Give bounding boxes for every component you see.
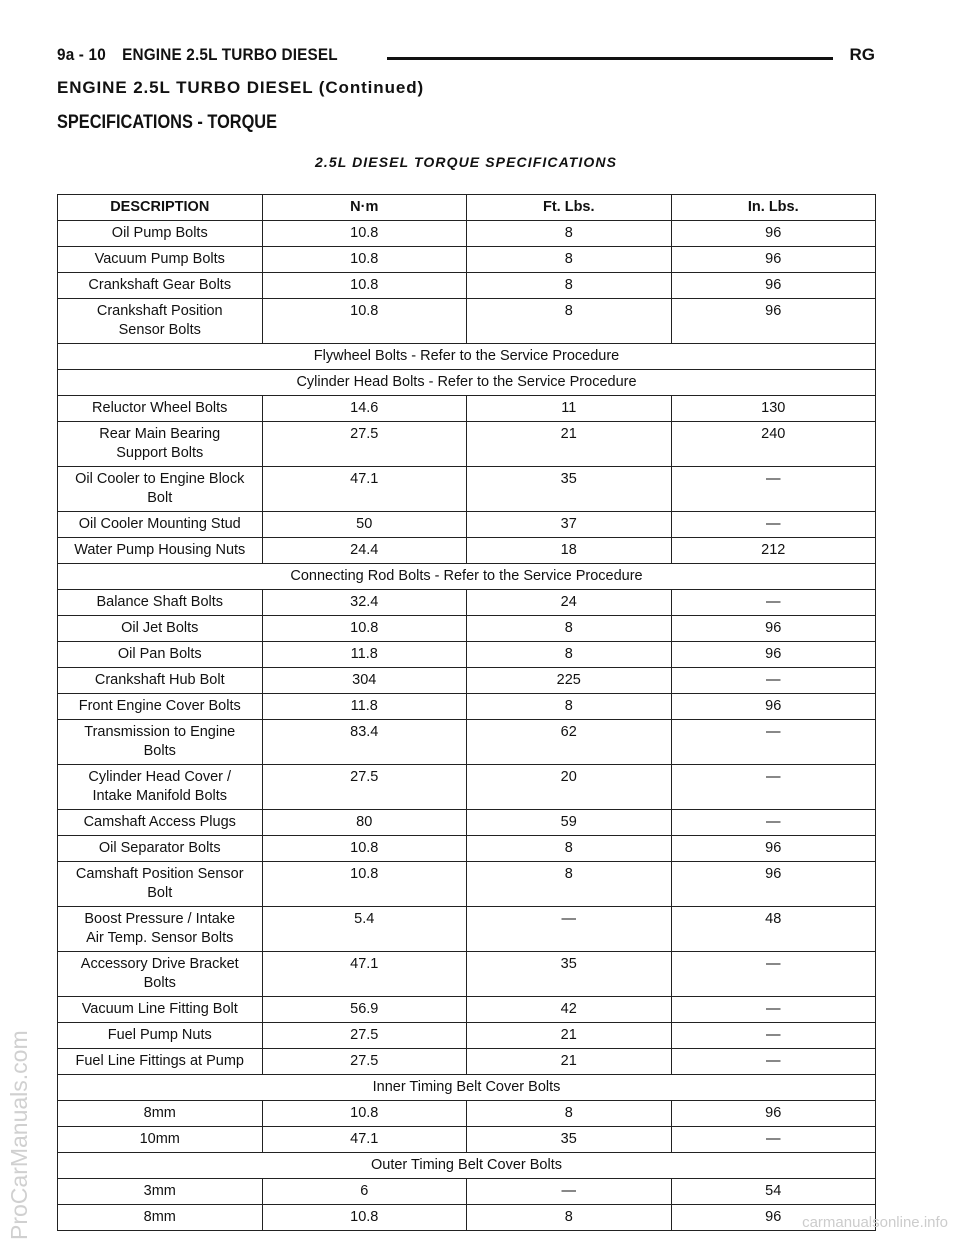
cell-ft-lbs: 35 <box>467 1127 672 1153</box>
table-row <box>58 862 876 907</box>
cell-ft-lbs: 8 <box>467 642 672 668</box>
cell-in-lbs: 96 <box>671 694 876 720</box>
cell-nm: 27.5 <box>262 1049 467 1075</box>
cell-nm: 10.8 <box>262 1205 467 1231</box>
table-row <box>58 1205 876 1231</box>
header-title: ENGINE 2.5L TURBO DIESEL <box>122 45 338 64</box>
col-header-description: DESCRIPTION <box>58 195 263 221</box>
table-row <box>58 273 876 299</box>
cell-nm: 10.8 <box>262 1101 467 1127</box>
cell-nm: 5.4 <box>262 907 467 952</box>
cell-nm: 11.8 <box>262 694 467 720</box>
cell-nm: 10.8 <box>262 273 467 299</box>
cell-description: Oil Cooler to Engine Block Bolt <box>58 467 263 512</box>
cell-ft-lbs: 8 <box>467 247 672 273</box>
page-header <box>57 45 875 71</box>
cell-ft-lbs: 37 <box>467 512 672 538</box>
header-left <box>57 45 338 65</box>
table-row <box>58 1127 876 1153</box>
cell-in-lbs: 96 <box>671 616 876 642</box>
table-row <box>58 1023 876 1049</box>
cell-ft-lbs: 8 <box>467 221 672 247</box>
cell-description: Oil Jet Bolts <box>58 616 263 642</box>
page-number: 9a - 10 <box>57 45 106 64</box>
cell-in-lbs: 54 <box>671 1179 876 1205</box>
section-label: Inner Timing Belt Cover Bolts <box>58 1075 876 1101</box>
cell-description: Transmission to Engine Bolts <box>58 720 263 765</box>
section-label: Outer Timing Belt Cover Bolts <box>58 1153 876 1179</box>
cell-description: Fuel Line Fittings at Pump <box>58 1049 263 1075</box>
cell-in-lbs: — <box>671 810 876 836</box>
cell-in-lbs: — <box>671 997 876 1023</box>
cell-nm: 304 <box>262 668 467 694</box>
table-section-row <box>58 564 876 590</box>
table-row <box>58 538 876 564</box>
table-section-row <box>58 344 876 370</box>
cell-ft-lbs: 8 <box>467 299 672 344</box>
col-header-ft-lbs: Ft. Lbs. <box>467 195 672 221</box>
table-row <box>58 720 876 765</box>
table-section-row <box>58 370 876 396</box>
table-row <box>58 642 876 668</box>
cell-ft-lbs: 21 <box>467 422 672 467</box>
cell-nm: 10.8 <box>262 862 467 907</box>
cell-in-lbs: 96 <box>671 862 876 907</box>
cell-nm: 80 <box>262 810 467 836</box>
table-row <box>58 396 876 422</box>
table-header-row <box>58 195 876 221</box>
cell-description: 3mm <box>58 1179 263 1205</box>
cell-nm: 10.8 <box>262 836 467 862</box>
cell-in-lbs: 96 <box>671 273 876 299</box>
cell-ft-lbs: 8 <box>467 836 672 862</box>
footer-watermark: carmanualsonline.info <box>802 1214 948 1231</box>
continued-heading: ENGINE 2.5L TURBO DIESEL (Continued) <box>57 78 425 97</box>
cell-in-lbs: — <box>671 1127 876 1153</box>
cell-ft-lbs: 8 <box>467 694 672 720</box>
cell-nm: 56.9 <box>262 997 467 1023</box>
cell-description: Vacuum Line Fitting Bolt <box>58 997 263 1023</box>
table-section-row <box>58 1075 876 1101</box>
cell-description: Accessory Drive Bracket Bolts <box>58 952 263 997</box>
side-watermark: ProCarManuals.com <box>6 1030 32 1240</box>
section-label: Connecting Rod Bolts - Refer to the Service Procedure <box>58 564 876 590</box>
table-row <box>58 616 876 642</box>
cell-in-lbs: — <box>671 765 876 810</box>
cell-description: Camshaft Position Sensor Bolt <box>58 862 263 907</box>
cell-in-lbs: 212 <box>671 538 876 564</box>
cell-nm: 10.8 <box>262 616 467 642</box>
cell-nm: 10.8 <box>262 299 467 344</box>
table-title: 2.5L DIESEL TORQUE SPECIFICATIONS <box>314 154 618 170</box>
table-row <box>58 299 876 344</box>
table-row <box>58 907 876 952</box>
cell-ft-lbs: 11 <box>467 396 672 422</box>
model-code: RG <box>849 45 875 64</box>
cell-description: Crankshaft Hub Bolt <box>58 668 263 694</box>
cell-description: Front Engine Cover Bolts <box>58 694 263 720</box>
table-section-row <box>58 1153 876 1179</box>
cell-in-lbs: 96 <box>671 1205 876 1231</box>
cell-nm: 27.5 <box>262 765 467 810</box>
table-row <box>58 694 876 720</box>
cell-in-lbs: 96 <box>671 642 876 668</box>
cell-ft-lbs: 62 <box>467 720 672 765</box>
cell-description: Fuel Pump Nuts <box>58 1023 263 1049</box>
table-row <box>58 247 876 273</box>
cell-nm: 6 <box>262 1179 467 1205</box>
cell-description: 8mm <box>58 1101 263 1127</box>
cell-nm: 27.5 <box>262 422 467 467</box>
cell-description: 8mm <box>58 1205 263 1231</box>
cell-nm: 14.6 <box>262 396 467 422</box>
cell-nm: 11.8 <box>262 642 467 668</box>
cell-description: Crankshaft Gear Bolts <box>58 273 263 299</box>
cell-nm: 24.4 <box>262 538 467 564</box>
table-row <box>58 422 876 467</box>
cell-in-lbs: — <box>671 590 876 616</box>
table-row <box>58 590 876 616</box>
cell-ft-lbs: — <box>467 1179 672 1205</box>
cell-ft-lbs: 8 <box>467 1205 672 1231</box>
cell-description: Vacuum Pump Bolts <box>58 247 263 273</box>
cell-description: Cylinder Head Cover / Intake Manifold Bolts <box>58 765 263 810</box>
cell-ft-lbs: 42 <box>467 997 672 1023</box>
cell-in-lbs: — <box>671 668 876 694</box>
cell-in-lbs: — <box>671 467 876 512</box>
cell-in-lbs: — <box>671 1023 876 1049</box>
cell-description: Balance Shaft Bolts <box>58 590 263 616</box>
table-row <box>58 467 876 512</box>
table-row <box>58 810 876 836</box>
cell-description: Oil Separator Bolts <box>58 836 263 862</box>
section-label: Flywheel Bolts - Refer to the Service Procedure <box>58 344 876 370</box>
cell-in-lbs: — <box>671 720 876 765</box>
table-row <box>58 836 876 862</box>
cell-in-lbs: 96 <box>671 247 876 273</box>
col-header-nm: N·m <box>262 195 467 221</box>
cell-description: Crankshaft Position Sensor Bolts <box>58 299 263 344</box>
cell-description: Rear Main Bearing Support Bolts <box>58 422 263 467</box>
header-rule <box>387 57 833 60</box>
cell-nm: 27.5 <box>262 1023 467 1049</box>
table-row <box>58 1049 876 1075</box>
cell-nm: 32.4 <box>262 590 467 616</box>
cell-description: Oil Pump Bolts <box>58 221 263 247</box>
cell-nm: 10.8 <box>262 247 467 273</box>
cell-ft-lbs: 225 <box>467 668 672 694</box>
cell-description: 10mm <box>58 1127 263 1153</box>
cell-in-lbs: 96 <box>671 836 876 862</box>
table-row <box>58 221 876 247</box>
section-label: Cylinder Head Bolts - Refer to the Service Procedure <box>58 370 876 396</box>
cell-ft-lbs: 35 <box>467 467 672 512</box>
cell-description: Oil Cooler Mounting Stud <box>58 512 263 538</box>
table-row <box>58 1101 876 1127</box>
cell-description: Reluctor Wheel Bolts <box>58 396 263 422</box>
cell-ft-lbs: 8 <box>467 616 672 642</box>
cell-nm: 83.4 <box>262 720 467 765</box>
cell-ft-lbs: 8 <box>467 1101 672 1127</box>
cell-ft-lbs: 8 <box>467 862 672 907</box>
cell-ft-lbs: 35 <box>467 952 672 997</box>
cell-in-lbs: 240 <box>671 422 876 467</box>
cell-nm: 50 <box>262 512 467 538</box>
table-row <box>58 668 876 694</box>
cell-in-lbs: 96 <box>671 299 876 344</box>
cell-in-lbs: 130 <box>671 396 876 422</box>
cell-ft-lbs: 8 <box>467 273 672 299</box>
cell-description: Oil Pan Bolts <box>58 642 263 668</box>
section-title: SPECIFICATIONS - TORQUE <box>57 112 278 133</box>
cell-description: Water Pump Housing Nuts <box>58 538 263 564</box>
cell-nm: 47.1 <box>262 1127 467 1153</box>
table-body <box>58 221 876 1231</box>
torque-spec-table <box>57 194 876 1231</box>
table-row <box>58 765 876 810</box>
cell-ft-lbs: — <box>467 907 672 952</box>
cell-nm: 10.8 <box>262 221 467 247</box>
cell-in-lbs: — <box>671 952 876 997</box>
cell-ft-lbs: 24 <box>467 590 672 616</box>
cell-in-lbs: 48 <box>671 907 876 952</box>
cell-nm: 47.1 <box>262 952 467 997</box>
cell-ft-lbs: 59 <box>467 810 672 836</box>
cell-description: Boost Pressure / Intake Air Temp. Sensor Bolts <box>58 907 263 952</box>
cell-ft-lbs: 21 <box>467 1023 672 1049</box>
cell-ft-lbs: 21 <box>467 1049 672 1075</box>
table-row <box>58 1179 876 1205</box>
cell-in-lbs: — <box>671 512 876 538</box>
table-row <box>58 512 876 538</box>
cell-in-lbs: — <box>671 1049 876 1075</box>
cell-in-lbs: 96 <box>671 221 876 247</box>
cell-ft-lbs: 20 <box>467 765 672 810</box>
cell-nm: 47.1 <box>262 467 467 512</box>
table-row <box>58 997 876 1023</box>
cell-in-lbs: 96 <box>671 1101 876 1127</box>
cell-ft-lbs: 18 <box>467 538 672 564</box>
table-row <box>58 952 876 997</box>
cell-description: Camshaft Access Plugs <box>58 810 263 836</box>
col-header-in-lbs: In. Lbs. <box>671 195 876 221</box>
